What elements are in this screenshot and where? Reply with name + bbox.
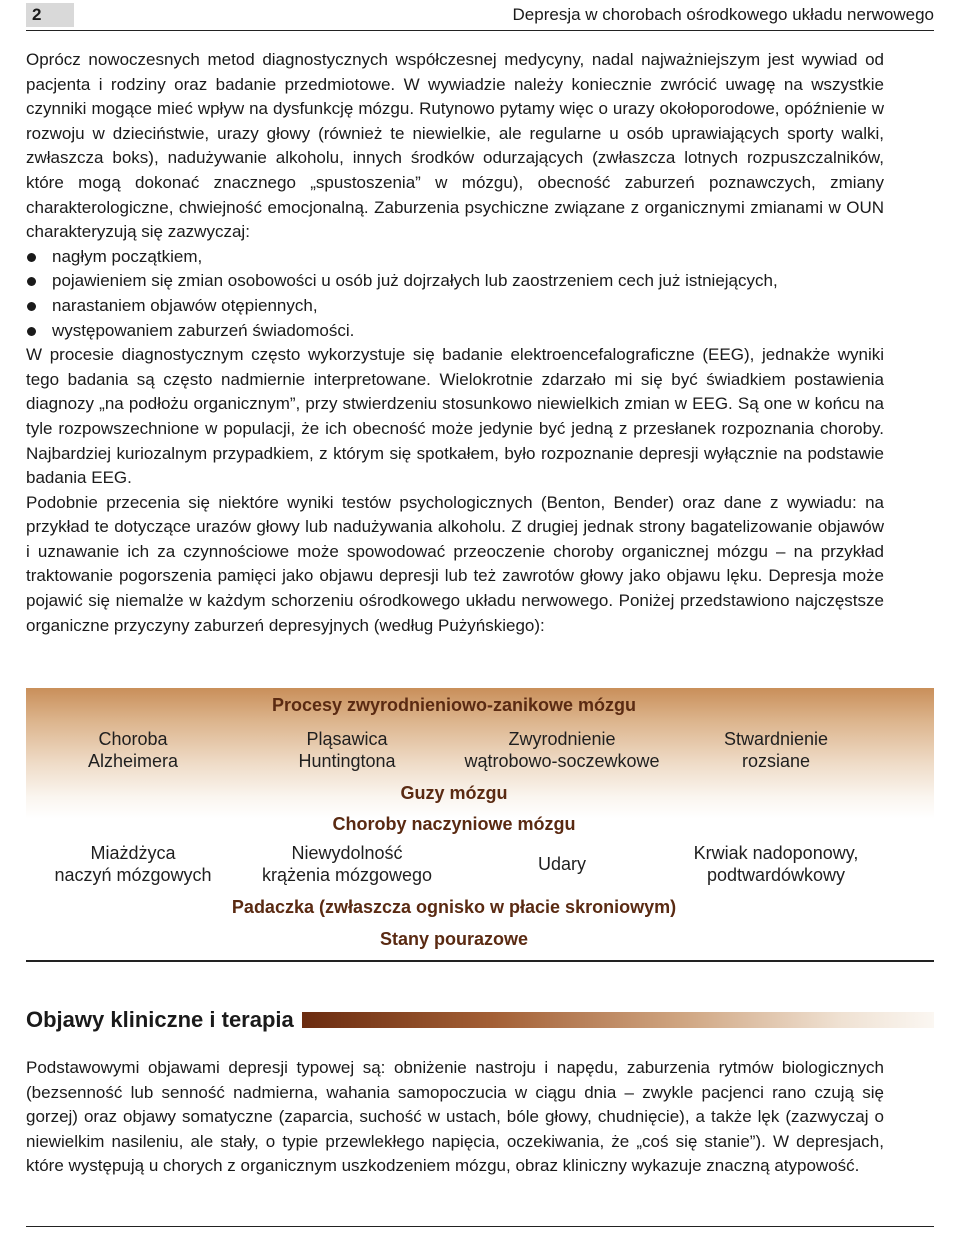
diagram-heading-tumors: Guzy mózgu xyxy=(400,783,508,803)
paragraph-anamnesis: Oprócz nowoczesnych metod diagnostycznych współczesnej medycyny, nadal najważniejszym jest wywiad od pacjenta i rodziny oraz badanie przedmiotowe. W wywiadzie należy koniecznie zwrócić uwagę na wszystkie czynniki mogące mieć wpływ na dysfunkcję mózgu. Rutynowo pytamy więc o urazy okołoporodowe, opóźnienie w rozwoju w dzieciństwie, urazy głowy (również te niewielkie, ale regularne u osób uprawiających sporty walki, zwłaszcza boks), nadużywanie alkoholu, innych środków odurzających (zwłaszcza lotnych rozpuszczalników, które mogą dokonać znacznego „spustoszenia” w mózgu), obecność zaburzeń poznawczych, zmiany charakterologiczne, chwiejność emocjonalną. Zaburzenia psychiczne związane z organicznymi zmianami w OUN charakteryzują się zazwyczaj: xyxy=(26,50,884,242)
symptom-list xyxy=(26,245,884,343)
header-divider xyxy=(26,30,934,31)
diagram-item-wilson-line2: wątrobowo-soczewkowe xyxy=(464,751,660,771)
section-title-bar xyxy=(302,1012,934,1028)
diagram-item-ms-line1: Stwardnienie xyxy=(723,729,829,749)
list-item: narastaniem objawów otępiennych, xyxy=(26,294,884,319)
diagram-heading-epilepsy: Padaczka (zwłaszcza ognisko w płacie skroniowym) xyxy=(231,897,677,917)
diagram-item-atherosclerosis-line1: Miażdżyca xyxy=(90,843,176,863)
diagram-item-alzheimer-line2: Alzheimera xyxy=(87,751,179,771)
diagram-item-wilson-line1: Zwyrodnienie xyxy=(508,729,616,749)
page-header xyxy=(26,3,934,27)
bullet-icon xyxy=(27,253,36,262)
list-item: nagłym początkiem, xyxy=(26,245,884,270)
diagram-item-huntington-line1: Pląsawica xyxy=(306,729,388,749)
organic-causes-diagram xyxy=(26,688,934,960)
list-item: występowaniem zaburzeń świadomości. xyxy=(26,319,884,344)
running-title: Depresja w chorobach ośrodkowego układu nerwowego xyxy=(512,5,934,24)
intro-text xyxy=(26,48,884,638)
diagram-item-huntington-line2: Huntingtona xyxy=(298,751,396,771)
diagram-item-alzheimer-line1: Choroba xyxy=(98,729,168,749)
diagram-item-stroke: Udary xyxy=(537,854,587,874)
diagram-heading-post-traumatic: Stany pourazowe xyxy=(379,929,529,949)
list-item: pojawieniem się zmian osobowości u osób już dojrzałych lub zaostrzeniem cech już istniejących, xyxy=(26,269,884,294)
bullet-icon xyxy=(27,302,36,311)
paragraph-eeg: W procesie diagnostycznym często wykorzystuje się badanie elektroencefalograficzne (EEG), jednakże wyniki tego badania są często nadmiernie interpretowane. Wielokrotnie zdarzało mi się być świadkiem postawienia diagnozy „na podłożu organicznym”, przy stwierdzeniu stosunkowo niewielkich zmian w EEG. Są one w końcu na tyle rozpowszechnione w populacji, że ich obecność może jedynie być jedną z przesłanek rozpoznania choroby. Najbardziej kuriozalnym przypadkiem, z którym się spotkałem, było rozpoznanie depresji wyłącznie na podstawie badania EEG. xyxy=(26,345,884,488)
page-number: 2 xyxy=(26,3,74,27)
diagram-heading-degenerative: Procesy zwyrodnieniowo-zanikowe mózgu xyxy=(271,695,637,715)
footer-divider xyxy=(26,1226,934,1227)
diagram-heading-vascular: Choroby naczyniowe mózgu xyxy=(332,814,576,834)
diagram-item-hematoma-line1: Krwiak nadoponowy, xyxy=(693,843,859,863)
section-title: Objawy kliniczne i terapia xyxy=(26,1007,294,1032)
clinical-text xyxy=(26,1056,884,1179)
diagram-item-hematoma-line2: podtwardówkowy xyxy=(706,865,846,885)
paragraph-tests: Podobnie przecenia się niektóre wyniki testów psychologicznych (Benton, Bender) oraz dane z wywiadu: na przykład te dotyczące urazów głowy lub nadużywania alkoholu. Z drugiej jednak strony bagatelizowanie objawów i uznawanie ich za czynnościowe może spowodować przeoczenie choroby organicznej mózgu – na przykład traktowanie pogorszenia pamięci jako objawu depresji lub też zawrotów głowy jako objawu lęku. Depresja może pojawić się niemalże w każdym schorzeniu ośrodkowego układu nerwowego. Poniżej przedstawiono najczęstsze organiczne przyczyny zaburzeń depresyjnych (według Pużyńskiego): xyxy=(26,492,884,635)
bullet-icon xyxy=(27,327,36,336)
diagram-item-atherosclerosis-line2: naczyń mózgowych xyxy=(54,865,212,885)
diagram-item-ms-line2: rozsiane xyxy=(741,751,811,771)
diagram-item-insufficiency-line2: krążenia mózgowego xyxy=(261,865,433,885)
paragraph-symptoms: Podstawowymi objawami depresji typowej są: obniżenie nastroju i napędu, zaburzenia rytmów biologicznych (bezsenność lub senność nadmierna, wahania samopoczucia w ciągu dnia – zwykle pacjenci rano czują się gorzej) oraz objawy somatyczne (zaparcia, suchość w ustach, bóle głowy, chudnięcie), a także lęk (zazwyczaj o niewielkim nasileniu, ale stały, o typie przewlekłego napięcia, oczekiwania, że „coś się stanie”). W depresjach, które występują u chorych z organicznym uszkodzeniem mózgu, obraz kliniczny wykazuje znaczną atypowość. xyxy=(26,1058,884,1176)
diagram-item-insufficiency-line1: Niewydolność xyxy=(291,843,403,863)
bullet-icon xyxy=(27,277,36,286)
diagram-divider xyxy=(26,960,934,962)
